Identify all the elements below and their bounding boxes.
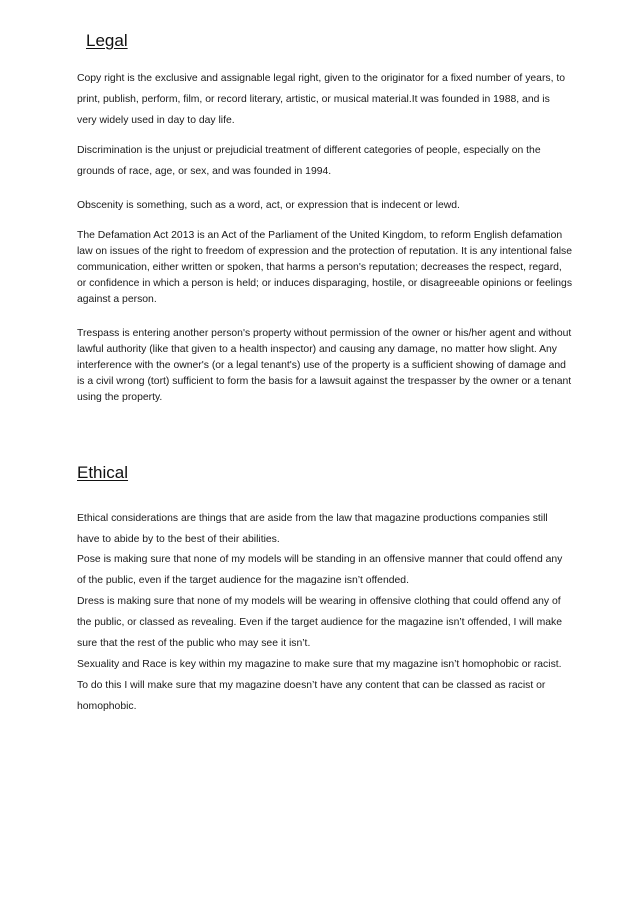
copyright-paragraph: Copy right is the exclusive and assignable legal right, given to the originator for a fixed number of years, to print, publish, perform, film, or record literary, artistic, or musical material.It was founded in 1988, and is very widely used in day to day life. bbox=[77, 73, 566, 126]
discrimination-paragraph: Discrimination is the unjust or prejudicial treatment of different categories of people, especially on the grounds of race, age, or sex, and was founded in 1994. bbox=[77, 145, 541, 177]
legal-heading: Legal bbox=[86, 31, 128, 50]
trespass-paragraph: Trespass is entering another person's property without permission of the owner or his/her agent and without lawful authority (like that given to a health inspector) and causing any damage, no matter how slight. Any interference with the owner's (or a legal tenant's) use of the property is a sufficient showing of damage and is a civil wrong (tort) sufficient to form the basis for a lawsuit against the trespasser by the owner or a tenant using the property. bbox=[77, 328, 572, 403]
pose-paragraph: Pose is making sure that none of my models will be standing in an offensive manner that could offend any of the public, even if the target audience for the magazine isn’t offended. bbox=[77, 554, 563, 586]
ethical-heading: Ethical bbox=[77, 463, 129, 482]
ethical-considerations-paragraph: Ethical considerations are things that are aside from the law that magazine productions companies still have to abide by to the best of their abilities. bbox=[77, 513, 548, 545]
obscenity-paragraph: Obscenity is something, such as a word, act, or expression that is indecent or lewd. bbox=[77, 200, 460, 211]
sexuality-race-paragraph: Sexuality and Race is key within my magazine to make sure that my magazine isn’t homophobic or racist. To do this I will make sure that my magazine doesn’t have any content that can be classed as racist or homophobic. bbox=[77, 659, 562, 712]
dress-paragraph: Dress is making sure that none of my models will be wearing in offensive clothing that could offend any of the public, or classed as revealing. Even if the target audience for the magazine isn’t offended, I will make sure that the rest of the public who may see it isn’t. bbox=[77, 596, 562, 649]
defamation-paragraph: The Defamation Act 2013 is an Act of the Parliament of the United Kingdom, to reform English defamation law on issues of the right to freedom of expression and the protection of reputation. It is any intentional false communication, either written or spoken, that harms a person's reputation; decreases the respect, regard, or confidence in which a person is held; or induces disparaging, hostile, or disagreeable opinions or feelings against a person. bbox=[77, 230, 573, 305]
